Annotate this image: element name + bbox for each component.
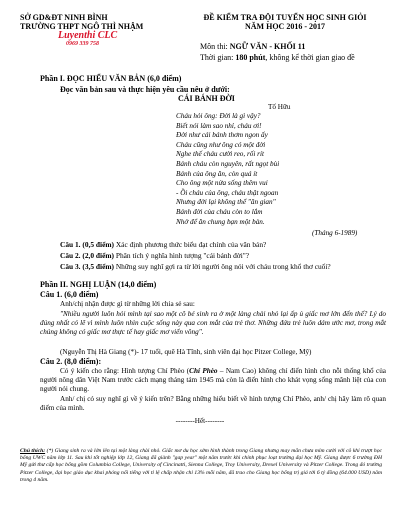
end-mark: --------Hết--------	[175, 417, 225, 425]
essay-question-2-label: Câu 2. (8,0 điểm):	[40, 357, 102, 366]
school-year: NĂM HỌC 2016 - 2017	[245, 22, 325, 31]
part1-instruction: Đọc văn bản sau và thực hiện yêu cầu nêu ở dưới:	[60, 85, 230, 94]
time-prefix: Thời gian:	[200, 53, 234, 62]
poem-line: Cho ông một nửa sống thêm vui	[176, 179, 268, 188]
time-value: 180 phút	[235, 53, 266, 62]
question-label: Câu 2. (2,0 điểm)	[60, 251, 114, 260]
question-label: Câu 3. (3,5 điểm)	[60, 262, 114, 271]
question-2	[60, 251, 249, 260]
time-suffix: , không kể thời gian giao đề	[265, 53, 355, 62]
poem-line: Nhớ để ăn chung bạn một bàn.	[176, 217, 265, 226]
poem-line: Cháu hỏi ông: Đời là gì vậy?	[176, 112, 261, 120]
poem-author: Tố Hữu	[268, 103, 291, 111]
subject-value: NGỮ VĂN - KHỐI 11	[229, 42, 306, 51]
quote-source: (Nguyễn Thị Hà Giang (*)- 17 tuổi, quê Hà Tĩnh, sinh viên đại học Pitzer College, Mỹ)	[60, 348, 312, 356]
poem-line: Biết nói làm sao nhỉ, cháu ơi!	[176, 121, 262, 130]
question-text: Xác định phương thức biểu đạt chính của văn bản?	[114, 240, 267, 249]
essay-question-2-prompt: Anh/ chị có suy nghĩ gì về ý kiến trên? Bằng những hiểu biết về hình tượng Chí Phèo, anh/ chị hãy làm rõ quan điểm của mình.	[40, 395, 386, 412]
essay-question-1-quote: "Nhiều người luôn hỏi mình tại sao một cô bé sinh ra ở một làng chài nhỏ lại ấp ủ giấc mơ lớn đến thế? Lý do đúng nhất có lẽ vì mình luôn nhìn cuộc sống này qua con mắt của trẻ thơ. Những đứa trẻ luôn dám ước mơ, trong mắt chúng không có giấc mơ thực tế hay giấc mơ viển vông".	[40, 310, 386, 336]
poem-line: Bánh đời của cháu còn to lắm	[176, 207, 263, 216]
q2-text-c: – Nam Cao) không chỉ điển hình cho nỗi thống khổ của người nông dân Việt Nam trước cách mạng tháng tám 1945 mà còn là điển hình cho khát vọng sống mãnh liệt của con người nói chung.	[40, 367, 386, 393]
question-1	[60, 240, 266, 249]
part1-heading: Phần I. ĐỌC HIỂU VĂN BẢN (6,0 điểm)	[40, 74, 182, 83]
poem-date: (Tháng 6-1989)	[312, 229, 358, 237]
essay-question-2-body	[40, 367, 386, 394]
poem-body	[176, 112, 279, 227]
essay-question-1-intro: Anh/chị nhận được gì từ những lời chia sẻ sau:	[60, 300, 195, 308]
question-text: Phân tích ý nghĩa hình tượng "cái bánh đời"?	[114, 251, 250, 260]
time-line	[200, 53, 355, 63]
question-text: Những suy nghĩ gợi ra từ lời người ông nói với cháu trong khổ thơ cuối?	[114, 262, 331, 271]
footnote-label: Chú thích:	[20, 448, 46, 454]
watermark-name: Luyenthi CLC	[58, 30, 118, 41]
school-name: TRƯỜNG THPT NGÔ THÌ NHẬM	[20, 22, 144, 31]
footnote	[20, 448, 382, 484]
poem-line: Nghe thế cháu cười reo, rối rít	[176, 150, 264, 159]
subject-line	[200, 42, 305, 52]
poem-line: Nhưng đời lại không thể "ăn gian"	[176, 198, 276, 207]
exam-title: ĐỀ KIỂM TRA ĐỘI TUYỂN HỌC SINH GIỎI	[203, 13, 367, 22]
poem-line: - Ồi cháu của ông, cháu thật ngoan	[176, 188, 279, 197]
q2-work-title: Chí Phèo	[189, 367, 218, 375]
q2-text-a: Có ý kiến cho rằng: Hình tượng Chí Phèo (	[60, 367, 190, 375]
essay-question-1-label: Câu 1. (6,0 điểm)	[40, 290, 99, 299]
poem-line: Bánh cháu còn nguyên, rất ngọt bùi	[176, 159, 280, 168]
poem-line: Cháu cũng như ông có một đời	[176, 140, 266, 149]
department-name: SỞ GD&ĐT NINH BÌNH	[20, 13, 108, 22]
subject-prefix: Môn thi:	[200, 42, 228, 51]
question-3	[60, 262, 331, 271]
footnote-text: (*) Giang sinh ra và lớn lên tại một làng chài nhỏ. Giấc mơ du học sớm hình thành trong Giang nhưng may mắn chưa mỉm cười với cô khi trượt học bổng UWC năm lớp 11. Sau khi tốt nghiệp lớp 12, Giang đã giành "gap year" một năm trước khi chính phục loạt trường đại học Mỹ. Giang được 6 trường ĐH Mỹ gửi thư cấp học bổng gồm Columbia College, University of Cincinatti, Sienna College, Troy University, Drexel University và Pitzer College. Trong đó trường Pitzer College, đại học giáo dục khai phóng nổi tiếng với tỉ lệ chấp nhận chỉ 13% mỗi năm, đã trao cho Giang học bổng trị giá tới 6 tỷ đồng (64.000 USD) năm trong 4 năm.	[20, 448, 382, 483]
watermark-phone: 0969 339 758	[66, 41, 99, 47]
part2-heading: Phần II. NGHỊ LUẬN (14,0 điểm)	[40, 280, 157, 289]
poem-line: Đời như cái bánh thơm ngon ấy	[176, 131, 268, 140]
poem-title: CÁI BÁNH ĐỜI	[178, 94, 235, 103]
poem-line: Bánh của ông ăn, còn quá ít	[176, 169, 258, 178]
question-label: Câu 1. (0,5 điểm)	[60, 240, 114, 249]
